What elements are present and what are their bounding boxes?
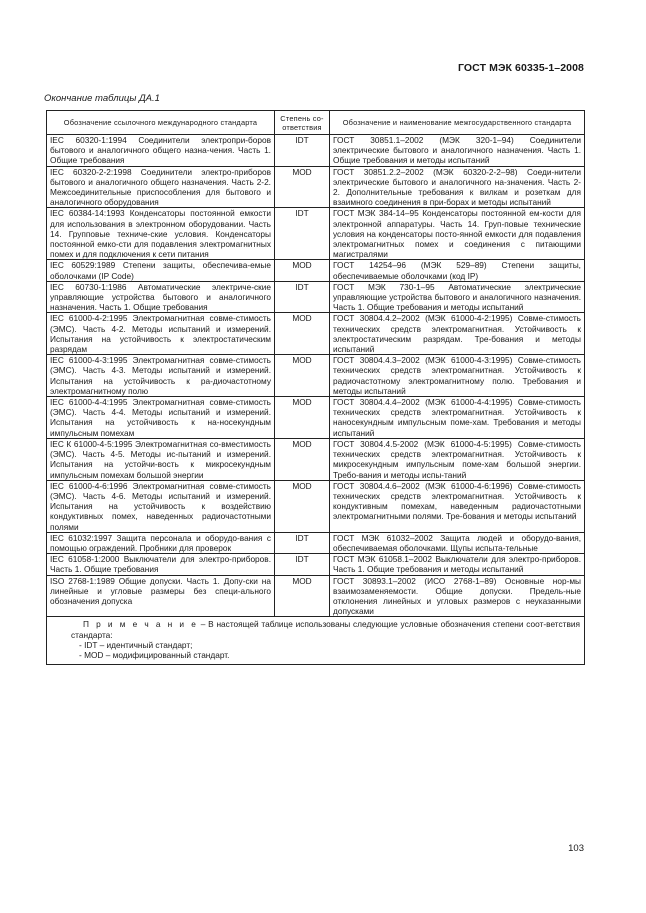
cell-ref-standard: IEC 60320-1:1994 Соединители электропри-боров бытового и аналогичного общего назна-чения. Часть 1. Общие требования <box>47 135 275 167</box>
cell-gost-standard: ГОСТ 30804.4.6–2002 (МЭК 61000-4-6:1996) Совме-стимость технических средств электромагнитная. Устойчивость к кондуктивным помехам, наведенным радиочастотными электромагнитными полями. Тре-бования и методы испытаний <box>330 480 585 532</box>
cell-gost-standard: ГОСТ МЭК 61032–2002 Защита людей и оборудо-вания, обеспечиваемая оболочками. Щупы испыта-тельные <box>330 532 585 553</box>
cell-ref-standard: IEC 61000-4-4:1995 Электромагнитная совме-стимость (ЭМС). Часть 4-4. Методы испытаний и измерений. Испытания на устойчивость к на-носекундным импульсным помехам <box>47 397 275 439</box>
cell-degree: MOD <box>275 480 330 532</box>
cell-gost-standard: ГОСТ 30851.2.2–2002 (МЭК 60320-2-2–98) Соеди-нители электрические бытового и аналогичного на-значения. Часть 2-2. Дополнительные требования к вилкам и розеткам для взаимного соединения в при-борах и методы испытаний <box>330 166 585 208</box>
table-row <box>47 355 585 397</box>
note-text: – В настоящей таблице использованы следующие условные обозначения степени соот-ветствия стандарта: <box>71 619 580 640</box>
cell-ref-standard: IEC 60384-14:1993 Конденсаторы постоянной емкости для использования в электронном оборудовании. Часть 14. Групповые техниче-ские условия. Конденсаторы постоянной емко-сти для подавления электромагнитных помех и для подключения к сети питания <box>47 208 275 260</box>
cell-degree: MOD <box>275 438 330 480</box>
table-row <box>47 260 585 281</box>
header-ref-standard: Обозначение ссылочного международного стандарта <box>47 111 275 135</box>
header-gost-standard: Обозначение и наименование межгосударственного стандарта <box>330 111 585 135</box>
cell-ref-standard: IEC 60730-1:1986 Автоматические электриче-ские управляющие устройства бытового и аналогичного назначения. Часть 1. Общие требования <box>47 281 275 313</box>
table-row <box>47 208 585 260</box>
cell-degree: MOD <box>275 575 330 617</box>
cell-degree: MOD <box>275 260 330 281</box>
cell-gost-standard: ГОСТ 30804.4.4–2002 (МЭК 61000-4-4:1995) Совме-стимость технических средств электромагнитная. Устойчивость к наносекундным импульсным поме-хам. Требования и методы испытаний <box>330 397 585 439</box>
cell-ref-standard: IEC 60529:1989 Степени защиты, обеспечива-емые оболочками (IP Code) <box>47 260 275 281</box>
cell-ref-standard: IEC 61000-4-2:1995 Электромагнитная совме-стимость (ЭМС). Часть 4-2. Методы испытаний и измерений. Испытания на устойчивость к электростатическим разрядам <box>47 313 275 355</box>
page-number: 103 <box>568 843 584 854</box>
table-row <box>47 575 585 617</box>
cell-gost-standard: ГОСТ 30893.1–2002 (ИСО 2768-1–89) Основные нор-мы взаимозаменяемости. Общие допуски. Предель-ные отклонения линейных и угловых размеров с неуказанными допусками <box>330 575 585 617</box>
table-row <box>47 166 585 208</box>
cell-degree: IDT <box>275 135 330 167</box>
cell-ref-standard: IEC 61032:1997 Защита персонала и оборудо-вания с помощью ограждений. Пробники для проверок <box>47 532 275 553</box>
table-row <box>47 532 585 553</box>
cell-degree: MOD <box>275 166 330 208</box>
note-label: П р и м е ч а н и е <box>83 619 199 630</box>
table-row <box>47 554 585 575</box>
table-row <box>47 397 585 439</box>
note-item-mod: - MOD – модифицированный стандарт. <box>79 649 230 660</box>
cell-gost-standard: ГОСТ 30804.4.2–2002 (МЭК 61000-4-2:1995) Совме-стимость технических средств электромагнитная. Устойчивость к электростатическим разрядам. Тре-бования и методы испытаний <box>330 313 585 355</box>
table-body <box>47 135 585 617</box>
table-row <box>47 135 585 167</box>
cell-gost-standard: ГОСТ 30851.1–2002 (МЭК 320-1–94) Соединители электрические бытового и аналогичного назначения. Часть 1. Общие требования и методы испытаний <box>330 135 585 167</box>
cell-gost-standard: ГОСТ 14254–96 (МЭК 529–89) Степени защиты, обеспечиваемые оболочками (код IP) <box>330 260 585 281</box>
note-intro <box>71 619 580 639</box>
table-row <box>47 313 585 355</box>
cell-ref-standard: ISO 2768-1:1989 Общие допуски. Часть 1. Допу-ски на линейные и угловые размеры без специ-ального обозначения допуска <box>47 575 275 617</box>
cell-degree: IDT <box>275 532 330 553</box>
table-caption: Окончание таблицы ДА.1 <box>44 93 160 104</box>
document-code: ГОСТ МЭК 60335-1–2008 <box>457 62 584 74</box>
cell-ref-standard: IEC 61000-4-3:1995 Электромагнитная совме-стимость (ЭМС). Часть 4-3. Методы испытаний и измерений. Испытания на устойчивость к ра-диочастотному электромагнитному полю <box>47 355 275 397</box>
note-item-idt: - IDT – идентичный стандарт; <box>79 639 193 650</box>
cell-degree: MOD <box>275 397 330 439</box>
table-header-row <box>47 111 585 135</box>
cell-gost-standard: ГОСТ 30804.4.3–2002 (МЭК 61000-4-3:1995) Совме-стимость технических средств электромагнитная. Устойчивость к радиочастотному электромагнитному полю. Требования и методы испытаний <box>330 355 585 397</box>
table-row <box>47 281 585 313</box>
cell-ref-standard: IEC 61058-1:2000 Выключатели для электро-приборов. Часть 1. Общие требования <box>47 554 275 575</box>
cell-degree: IDT <box>275 554 330 575</box>
note-row <box>47 617 585 665</box>
table-note <box>47 617 585 665</box>
cell-gost-standard: ГОСТ 30804.4.5-2002 (МЭК 61000-4-5:1995) Совме-стимость технических средств электромагнитная. Устойчивость к микросекундным импульсным поме-хам большой энергии. Требо-вания и методы испы-таний <box>330 438 585 480</box>
cell-ref-standard: IEC К 61000-4-5:1995 Электромагнитная со-вместимость (ЭМС). Часть 4-5. Методы ис-пытаний и измерений. Испытания на устойчи-вость к микросекундным импульсным помехам большой энергии <box>47 438 275 480</box>
standards-table <box>46 110 585 665</box>
cell-degree: MOD <box>275 355 330 397</box>
cell-degree: MOD <box>275 313 330 355</box>
cell-degree: IDT <box>275 281 330 313</box>
table-row <box>47 480 585 532</box>
cell-degree: IDT <box>275 208 330 260</box>
header-degree: Степень со-ответствия <box>275 111 330 135</box>
table-row <box>47 438 585 480</box>
cell-gost-standard: ГОСТ МЭК 730-1–95 Автоматические электрические управляющие устройства бытового и аналогичного назначения. Часть 1. Общие требования и методы испытаний <box>330 281 585 313</box>
cell-ref-standard: IEC 60320-2-2:1998 Соединители электро-приборов бытового и аналогичного общего назначения. Часть 2-2. Межсоединительные приспособления для бытового и аналогичного оборудования <box>47 166 275 208</box>
cell-ref-standard: IEC 61000-4-6:1996 Электромагнитная совме-стимость (ЭМС). Часть 4-6. Методы испытаний и измерений. Испытания на устойчивость к воздействию кондуктивных помех, наведенных радиочастотными полями <box>47 480 275 532</box>
cell-gost-standard: ГОСТ МЭК 61058.1–2002 Выключатели для электро-приборов. Часть 1. Общие требования и методы испытаний <box>330 554 585 575</box>
cell-gost-standard: ГОСТ МЭК 384-14–95 Конденсаторы постоянной ем-кости для электронной аппаратуры. Часть 14. Груп-повые технические условия на конденсаторы посто-янной емкости для подавления электромагнитных помех и соединения с питающими магистралями <box>330 208 585 260</box>
